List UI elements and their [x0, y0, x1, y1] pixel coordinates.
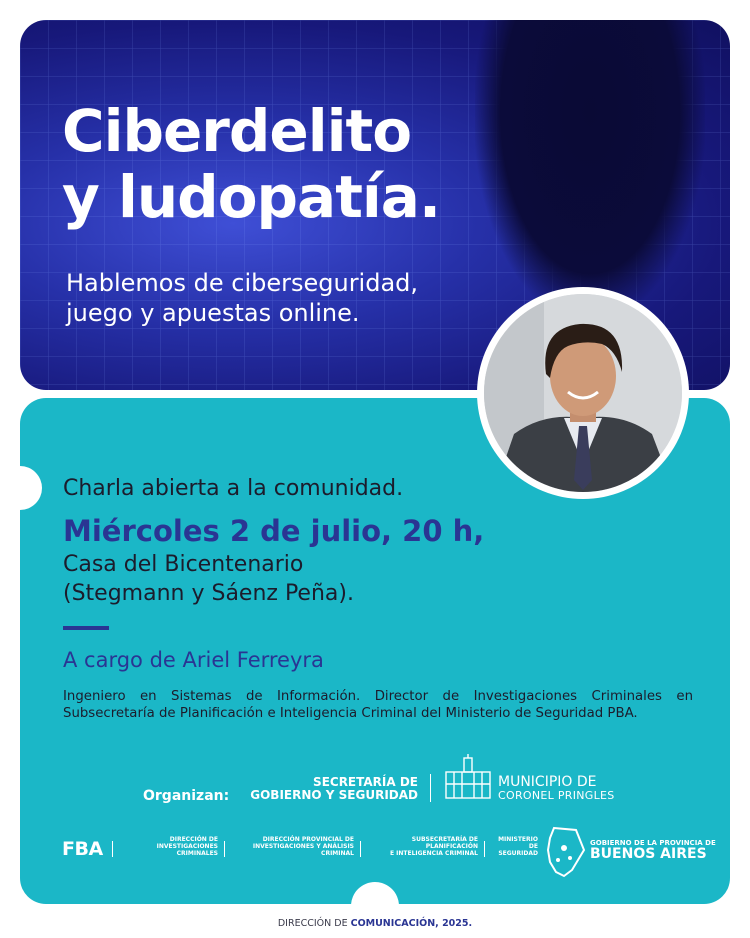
- organizers-separator: [430, 774, 431, 802]
- partner-separator-4: [484, 841, 485, 857]
- speaker-bio: Ingeniero en Sistemas de Información. Director de Investigaciones Criminales en Subsecretaría de Planificación e Inteligencia Criminal del Ministerio de Seguridad PBA.: [63, 689, 693, 721]
- municipio-line-2: CORONEL PRINGLES: [498, 789, 615, 802]
- partner-dir1-line-1: DIRECCIÓN DE: [169, 836, 218, 843]
- footer-credit: [0, 918, 750, 929]
- partner-sub-line-2: E INTELIGENCIA CRIMINAL: [389, 850, 478, 857]
- speaker-photo: [484, 294, 682, 492]
- subtitle-line-1: Hablemos de ciberseguridad,: [66, 269, 419, 297]
- divider-dash: [63, 626, 109, 630]
- page-title: [62, 98, 440, 230]
- event-date: Miércoles 2 de julio, 20 h,: [63, 514, 485, 548]
- partner-dir2-line-1: DIRECCIÓN PROVINCIAL DE: [262, 836, 354, 843]
- speaker-portrait-illustration: [484, 294, 682, 492]
- pba-small-text: GOBIERNO DE LA PROVINCIA DE: [590, 839, 716, 847]
- partner-separator-3: [360, 841, 361, 857]
- footer-strong: COMUNICACIÓN, 2025.: [350, 918, 473, 929]
- place-line-2: (Stegmann y Sáenz Peña).: [63, 581, 354, 606]
- ticket-notch-bottom: [351, 882, 399, 904]
- event-lead: Charla abierta a la comunidad.: [63, 476, 404, 501]
- partner-separator-2: [224, 841, 225, 857]
- partner-dir1-line-2: INVESTIGACIONES CRIMINALES: [156, 843, 218, 857]
- secretaria-line-1: SECRETARÍA DE: [313, 775, 418, 789]
- speaker-photo-frame: [477, 287, 689, 499]
- place-line-1: Casa del Bicentenario: [63, 552, 304, 577]
- footer-prefix: DIRECCIÓN DE: [277, 918, 351, 929]
- pba-logo: [590, 839, 716, 862]
- subtitle-line-2: juego y apuestas online.: [66, 299, 360, 327]
- municipio-logo: [498, 776, 615, 802]
- partner-dir-provincial: [228, 836, 354, 857]
- municipio-building-icon: [442, 754, 494, 802]
- partner-subsecretaria: [364, 836, 478, 857]
- partner-dir2-line-2: INVESTIGACIONES Y ANÁLISIS CRIMINAL: [252, 843, 354, 857]
- partner-min-line-2: SEGURIDAD: [498, 850, 538, 857]
- ticket-notch-left: [20, 466, 42, 510]
- speaker-name: A cargo de Ariel Ferreyra: [63, 648, 324, 672]
- partner-dir-investigaciones: [116, 836, 218, 857]
- event-place: [63, 550, 354, 608]
- fba-logo: FBA: [62, 838, 103, 860]
- secretaria-line-2: GOBIERNO Y SEGURIDAD: [250, 788, 418, 802]
- organizers-label: Organizan:: [143, 788, 230, 804]
- partner-separator-1: [112, 841, 113, 857]
- partner-min-line-1: MINISTERIO DE: [498, 836, 538, 850]
- title-line-2: y ludopatía.: [62, 163, 440, 231]
- title-line-1: Ciberdelito: [62, 97, 412, 165]
- partner-sub-line-1: SUBSECRETARÍA DE PLANIFICACIÓN: [411, 836, 478, 850]
- municipio-line-1: MUNICIPIO DE: [498, 774, 597, 790]
- hooded-figure-silhouette: [475, 20, 705, 320]
- partner-ministerio: [488, 836, 538, 857]
- subtitle: [66, 268, 418, 328]
- province-map-icon: [546, 826, 586, 878]
- secretaria-logo: [248, 776, 418, 802]
- pba-big-text: BUENOS AIRES: [590, 846, 707, 862]
